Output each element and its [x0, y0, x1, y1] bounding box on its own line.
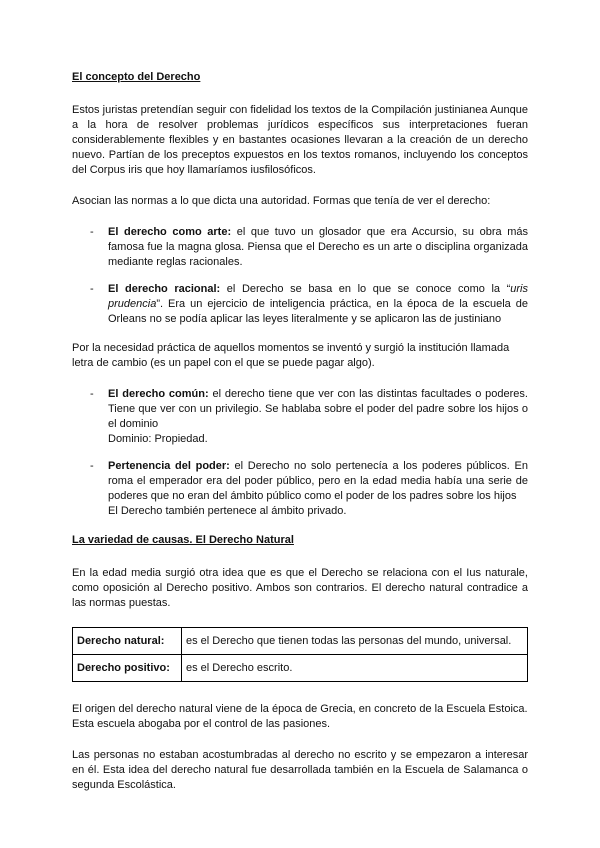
text-derecho-racional-b: ”. Era un ejercicio de inteligencia práctica, en la época de la escuela de Orleans no se podía aplicar las leyes literalmente y se aplicaron las de justiniano — [108, 298, 528, 325]
list-formas-derecho — [72, 225, 528, 327]
text-derecho-racional-a: el Derecho se basa en lo que se conoce como la “ — [220, 283, 511, 295]
term-pertenencia-poder: Pertenencia del poder: — [108, 460, 230, 472]
list-item-derecho-racional — [72, 282, 528, 327]
definitions-table — [72, 627, 528, 682]
table-cell-key: Derecho natural: — [73, 628, 182, 655]
text-uris-prudencia: uris prudencia — [108, 283, 528, 310]
list-item-pertenencia-poder — [72, 459, 528, 519]
paragraph-juristas: Estos juristas pretendían seguir con fidelidad los textos de la Compilación justinianea Aunque a la hora de resolver problemas jurídicos específicos sus interpretaciones fueran considerablemente flexibles y en bastantes ocasiones llevaran a la creación de un derecho nuevo. Partían de los preceptos expuestos en los textos romanos, incluyendo los conceptos del Corpus iris que hoy llamaríamos iusfilosóficos. — [72, 104, 528, 176]
table-cell-value: es el Derecho escrito. — [182, 655, 528, 682]
text-derecho-comun: el derecho tiene que ver con las distintas facultades o poderes. Tiene que ver con un privilegio. Se hablaba sobre el poder del padre sobre los hijos o el dominio — [108, 388, 528, 430]
list-item-derecho-arte — [72, 225, 528, 270]
table-row — [73, 628, 528, 655]
section-heading-derecho-natural: La variedad de causas. El Derecho Natural — [72, 534, 294, 546]
table-row — [73, 655, 528, 682]
term-derecho-racional: El derecho racional: — [108, 283, 221, 295]
table-cell-key: Derecho positivo: — [73, 655, 182, 682]
section-heading-concepto: El concepto del Derecho — [72, 71, 201, 83]
text-derecho-arte: el que tuvo un glosador que era Accursio, su obra más famosa fue la magna glosa. Piensa que el Derecho es un arte o disciplina organizada mediante reglas racionales. — [108, 226, 528, 268]
paragraph-letra-cambio: Por la necesidad práctica de aquellos momentos se inventó y surgió la institución llamada letra de cambio (es un papel con el que se puede pagar algo). — [72, 342, 510, 369]
document-body — [72, 70, 528, 809]
term-derecho-arte: El derecho como arte: — [108, 226, 232, 238]
list-item-derecho-comun — [72, 387, 528, 447]
paragraph-origen-grecia: El origen del derecho natural viene de la época de Grecia, en concreto de la Escuela Estoica. Esta escuela abogaba por el control de las pasiones. — [72, 703, 528, 730]
term-derecho-comun: El derecho común: — [108, 388, 209, 400]
paragraph-edad-media: En la edad media surgió otra idea que es que el Derecho se relaciona con el Ius naturale, como oposición al Derecho positivo. Ambos son contrarios. El derecho natural contradice a las normas puestas. — [72, 567, 528, 609]
list-poderes — [72, 387, 528, 519]
note-ambito-privado: El Derecho también pertenece al ámbito privado. — [108, 505, 347, 517]
note-dominio: Dominio: Propiedad. — [108, 433, 208, 445]
paragraph-salamanca: Las personas no estaban acostumbradas al derecho no escrito y se empezaron a interesar en él. Esta idea del derecho natural fue desarrollada también en la Escuela de Salamanca o segunda Escolástica. — [72, 749, 528, 791]
paragraph-asocian: Asocian las normas a lo que dicta una autoridad. Formas que tenía de ver el derecho: — [72, 195, 491, 207]
table-cell-value: es el Derecho que tienen todas las personas del mundo, universal. — [182, 628, 528, 655]
text-pertenencia-poder: el Derecho no solo pertenecía a los poderes públicos. En roma el emperador era del poder público, pero en la edad media había una serie de poderes que no eran del ámbito público como el poder de los padres sobre los hijos — [108, 460, 528, 502]
